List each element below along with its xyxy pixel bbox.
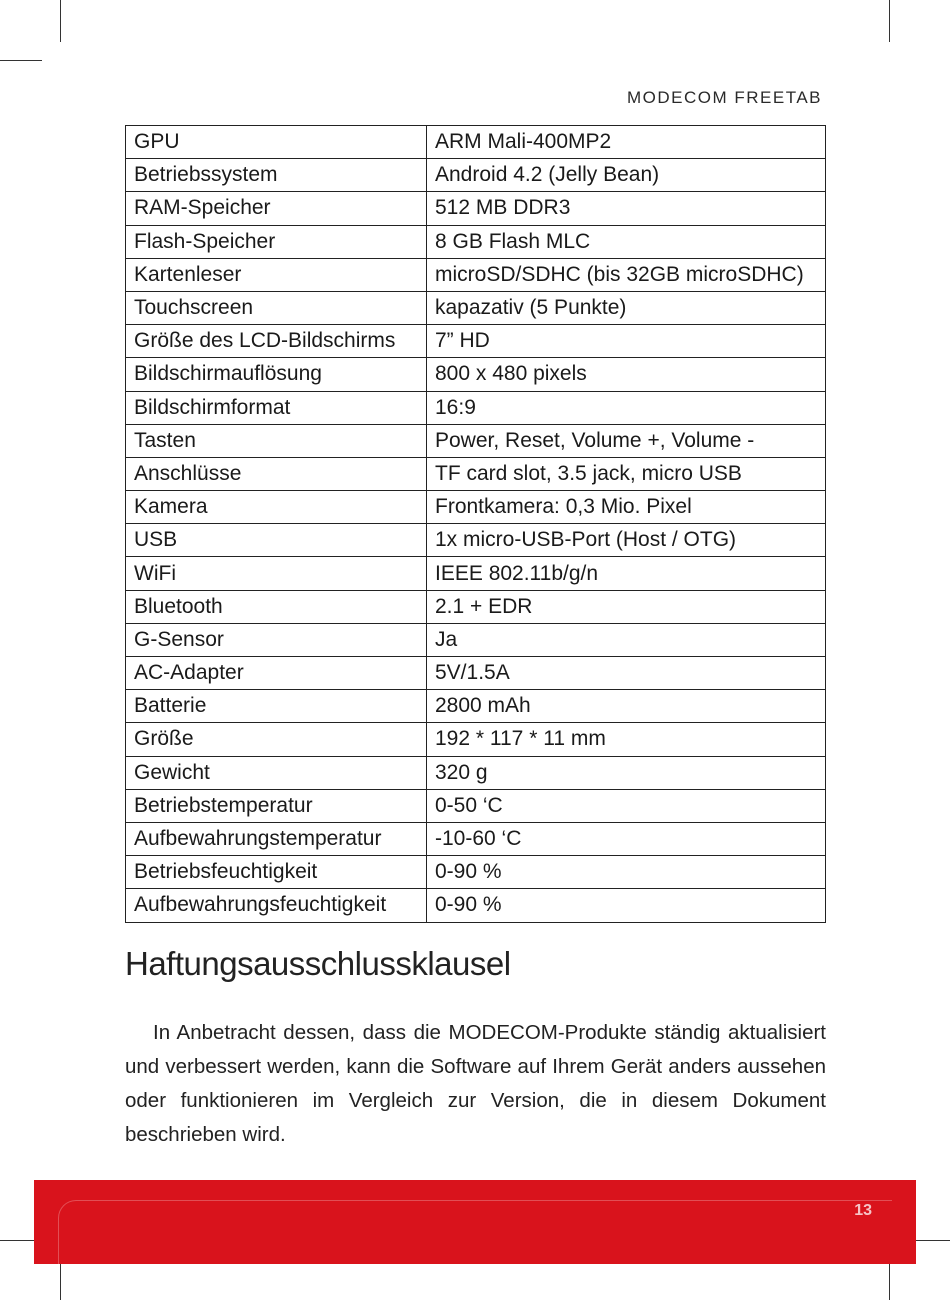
spec-row <box>126 623 826 656</box>
spec-row <box>126 856 826 889</box>
spec-value: Frontkamera: 0,3 Mio. Pixel <box>427 491 826 524</box>
crop-mark <box>60 0 61 42</box>
spec-value: Android 4.2 (Jelly Bean) <box>427 159 826 192</box>
spec-label: Bluetooth <box>126 590 427 623</box>
spec-value: IEEE 802.11b/g/n <box>427 557 826 590</box>
spec-label: Flash-Speicher <box>126 225 427 258</box>
spec-value: TF card slot, 3.5 jack, micro USB <box>427 457 826 490</box>
spec-value: 1x micro-USB-Port (Host / OTG) <box>427 524 826 557</box>
spec-label: Touchscreen <box>126 291 427 324</box>
spec-label: G-Sensor <box>126 623 427 656</box>
spec-value: 16:9 <box>427 391 826 424</box>
spec-row <box>126 192 826 225</box>
spec-row <box>126 424 826 457</box>
spec-row <box>126 291 826 324</box>
spec-label: Kartenleser <box>126 258 427 291</box>
spec-value: Power, Reset, Volume +, Volume - <box>427 424 826 457</box>
spec-row <box>126 358 826 391</box>
spec-value: 0-50 ‘C <box>427 789 826 822</box>
spec-row <box>126 325 826 358</box>
spec-row <box>126 159 826 192</box>
spec-value: microSD/SDHC (bis 32GB microSDHC) <box>427 258 826 291</box>
spec-table <box>125 125 826 923</box>
disclaimer-paragraph: In Anbetracht dessen, dass die MODECOM-Produkte ständig aktualisiert und verbessert werden, kann die Software auf Ihrem Gerät anders aussehen oder funktionieren im Vergleich zur Version, die in diesem Dokument beschrieben wird. <box>125 1021 826 1146</box>
spec-label: Betriebsfeuchtigkeit <box>126 856 427 889</box>
spec-label: Größe <box>126 723 427 756</box>
spec-value: Ja <box>427 623 826 656</box>
spec-value: 320 g <box>427 756 826 789</box>
spec-value: 5V/1.5A <box>427 657 826 690</box>
spec-label: Aufbewahrungstemperatur <box>126 822 427 855</box>
spec-label: Betriebssystem <box>126 159 427 192</box>
spec-row <box>126 391 826 424</box>
spec-row <box>126 126 826 159</box>
spec-value: 7” HD <box>427 325 826 358</box>
spec-value: 512 MB DDR3 <box>427 192 826 225</box>
spec-row <box>126 491 826 524</box>
spec-row <box>126 889 826 922</box>
spec-value: 2.1 + EDR <box>427 590 826 623</box>
spec-label: Bildschirmformat <box>126 391 427 424</box>
spec-label: Batterie <box>126 690 427 723</box>
spec-label: Aufbewahrungsfeuchtigkeit <box>126 889 427 922</box>
spec-row <box>126 557 826 590</box>
section-title: Haftungsausschlussklausel <box>125 945 511 982</box>
spec-value: 800 x 480 pixels <box>427 358 826 391</box>
footer-inner-frame <box>58 1200 892 1264</box>
spec-row <box>126 524 826 557</box>
spec-row <box>126 258 826 291</box>
crop-mark <box>889 0 890 42</box>
crop-mark <box>0 60 42 61</box>
spec-label: Kamera <box>126 491 427 524</box>
spec-label: GPU <box>126 126 427 159</box>
spec-label: Betriebstemperatur <box>126 789 427 822</box>
spec-label: WiFi <box>126 557 427 590</box>
spec-label: Tasten <box>126 424 427 457</box>
spec-value: kapazativ (5 Punkte) <box>427 291 826 324</box>
spec-label: AC-Adapter <box>126 657 427 690</box>
spec-label: Gewicht <box>126 756 427 789</box>
footer-band <box>34 1180 916 1264</box>
spec-value: 0-90 % <box>427 889 826 922</box>
spec-value: 0-90 % <box>427 856 826 889</box>
spec-value: 192 * 117 * 11 mm <box>427 723 826 756</box>
page-number: 13 <box>854 1202 872 1219</box>
spec-row <box>126 723 826 756</box>
spec-row <box>126 457 826 490</box>
spec-value: 2800 mAh <box>427 690 826 723</box>
spec-table-body <box>126 126 826 923</box>
spec-value: 8 GB Flash MLC <box>427 225 826 258</box>
spec-value: -10-60 ‘C <box>427 822 826 855</box>
spec-row <box>126 789 826 822</box>
spec-row <box>126 756 826 789</box>
spec-label: USB <box>126 524 427 557</box>
spec-label: Anschlüsse <box>126 457 427 490</box>
spec-row <box>126 657 826 690</box>
spec-label: Größe des LCD-Bildschirms <box>126 325 427 358</box>
spec-row <box>126 225 826 258</box>
spec-row <box>126 690 826 723</box>
spec-label: Bildschirmauflösung <box>126 358 427 391</box>
spec-row <box>126 590 826 623</box>
crop-mark <box>889 1258 890 1300</box>
spec-value: ARM Mali-400MP2 <box>427 126 826 159</box>
crop-mark <box>60 1258 61 1300</box>
spec-label: RAM-Speicher <box>126 192 427 225</box>
header-brand: MODECOM FREETAB <box>626 88 822 107</box>
spec-row <box>126 822 826 855</box>
